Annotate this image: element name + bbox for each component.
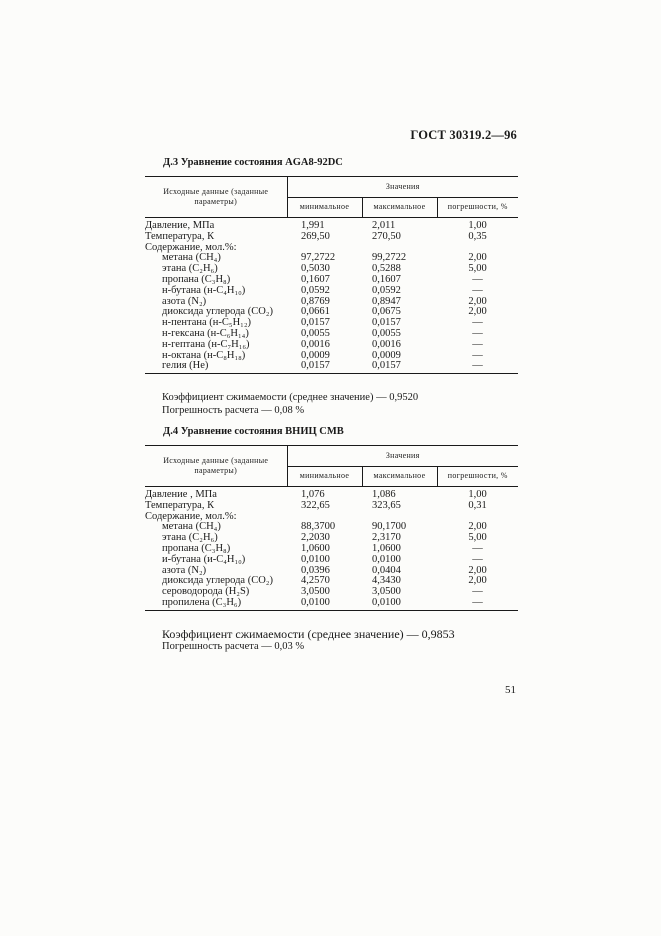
table-row [145, 598, 518, 610]
row-param-name: Температура, К [145, 230, 215, 242]
row-max-value: 0,0100 [362, 598, 437, 610]
row-max-value: 0,0055 [372, 327, 401, 339]
row-param-name: пропана (C₃H₈) [162, 273, 231, 285]
data-table-aga8 [145, 176, 518, 374]
row-error-value: 0,35 [468, 230, 487, 242]
row-max-value: 90,1700 [372, 521, 407, 533]
row-error-value: 2,00 [468, 521, 487, 533]
row-error-value: 2,00 [468, 575, 487, 587]
row-min-value: 322,65 [301, 499, 330, 511]
row-param-name: этана (C₂H₆) [162, 263, 218, 275]
values-header: Значения [287, 446, 518, 467]
row-min-value: 1,991 [301, 220, 325, 231]
row-min-value: 0,1607 [301, 273, 330, 285]
row-min-value: 0,0592 [301, 284, 330, 296]
row-param-name: пропилена (C₃H₆) [145, 598, 287, 610]
row-max-value: 4,3430 [372, 575, 401, 587]
row-param-name: азота (N₂) [162, 564, 207, 576]
row-param-name: сероводорода (H₂S) [162, 586, 250, 598]
row-min-value: 4,2570 [301, 575, 330, 587]
row-error-value: — [437, 361, 518, 373]
page-number: 51 [505, 684, 516, 696]
row-param-name: метана (CH₄) [162, 521, 221, 533]
col-err-header: погрешности, % [437, 198, 518, 218]
table-row [145, 487, 518, 501]
row-param-name: Давление, МПа [145, 220, 215, 231]
col-max-header: максимальное [362, 198, 437, 218]
table-row [145, 555, 518, 566]
table-row [145, 501, 518, 512]
row-param-name: пропана (C₃H₈) [162, 542, 231, 554]
row-max-value: 0,1607 [372, 273, 401, 285]
document-id: ГОСТ 30319.2—96 [410, 128, 517, 142]
row-param-name: гелия (He) [145, 361, 287, 373]
row-error-value: 2,00 [468, 295, 487, 307]
row-min-value: 0,0157 [287, 361, 362, 373]
row-min-value: 0,0100 [301, 553, 330, 565]
row-param-name: Содержание, мол.%: [145, 510, 237, 522]
row-param-name: н-октана (н-C₈H₁₈) [162, 349, 246, 361]
col-min-header: минимальное [287, 467, 362, 487]
row-min-value: 1,076 [301, 489, 325, 500]
row-max-value: 0,0675 [372, 306, 401, 318]
row-error-value: — [472, 284, 483, 296]
compressibility-note: Коэффициент сжимаемости (среднее значение) — 0,9520 [162, 392, 419, 403]
row-max-value: 323,65 [372, 499, 401, 511]
row-error-value: 2,00 [468, 252, 487, 264]
row-error-value: 0,31 [468, 499, 487, 511]
row-min-value: 2,2030 [301, 532, 330, 544]
row-max-value: 0,8947 [372, 295, 401, 307]
row-error-value: — [472, 317, 483, 329]
row-max-value: 1,086 [372, 489, 396, 500]
row-min-value: 3,0500 [301, 586, 330, 598]
compressibility-note: Коэффициент сжимаемости (среднее значение) — 0,9853 [162, 627, 455, 641]
row-param-name: метана (CH₄) [162, 252, 221, 264]
row-error-value: — [472, 273, 483, 285]
row-param-name: н-гептана (н-C₇H₁₆) [162, 338, 250, 350]
row-min-value: 1,0600 [301, 542, 330, 554]
row-max-value: 2,011 [372, 220, 396, 231]
row-param-name: н-пентана (н-C₅H₁₂) [162, 317, 251, 329]
row-min-value: 0,0661 [301, 306, 330, 318]
table-row [145, 218, 518, 232]
row-min-value: 269,50 [301, 230, 330, 242]
row-error-value: 1,00 [468, 220, 487, 231]
row-param-name: н-бутана (н-C₄H₁₀) [162, 284, 246, 296]
error-note: Погрешность расчета — 0,03 % [162, 641, 305, 652]
row-param-name: Давление , МПа [145, 489, 217, 500]
error-note: Погрешность расчета — 0,08 % [162, 405, 305, 416]
row-error-value: 2,00 [468, 564, 487, 576]
row-max-value: 3,0500 [372, 586, 401, 598]
row-max-value: 1,0600 [372, 542, 401, 554]
table-body [145, 487, 518, 611]
row-param-name: диоксида углерода (CO₂) [162, 306, 273, 318]
row-min-value: 0,8769 [301, 295, 330, 307]
row-param-name: Содержание, мол.%: [145, 241, 237, 253]
row-param-name: н-гексана (н-C₆H₁₄) [162, 327, 249, 339]
row-error-value: — [472, 349, 483, 361]
row-min-value: 0,0016 [301, 338, 330, 350]
row-max-value: 0,0157 [372, 317, 401, 329]
row-param-name: азота (N₂) [162, 295, 207, 307]
row-min-value: 97,2722 [301, 252, 336, 264]
row-max-value: 0,0009 [372, 349, 401, 361]
row-error-value: 2,00 [468, 306, 487, 318]
row-max-value: 0,0100 [372, 553, 401, 565]
table-row [145, 361, 518, 373]
row-min-value: 0,0009 [301, 349, 330, 361]
row-param-name: и-бутана (и-C₄H₁₀) [162, 553, 246, 565]
row-error-value: — [472, 338, 483, 350]
row-max-value: 2,3170 [372, 532, 401, 544]
section-title-vnits: Д.4 Уравнение состояния ВНИЦ СМВ [163, 426, 344, 437]
values-header: Значения [287, 177, 518, 198]
table-row [145, 286, 518, 297]
row-error-value: 1,00 [468, 489, 487, 500]
col-max-header: максимальное [362, 467, 437, 487]
col-err-header: погрешности, % [437, 467, 518, 487]
col-min-header: минимальное [287, 198, 362, 218]
params-header: Исходные данные (заданные параметры) [145, 446, 287, 487]
row-max-value: 0,0592 [372, 284, 401, 296]
row-error-value: — [472, 542, 483, 554]
params-header: Исходные данные (заданные параметры) [145, 177, 287, 218]
row-max-value: 0,5288 [372, 263, 401, 275]
row-max-value: 0,0016 [372, 338, 401, 350]
row-error-value: — [437, 598, 518, 610]
row-max-value: 0,0157 [362, 361, 437, 373]
row-min-value: 0,5030 [301, 263, 330, 275]
row-min-value: 0,0100 [287, 598, 362, 610]
row-min-value: 0,0055 [301, 327, 330, 339]
row-max-value: 99,2722 [372, 252, 407, 264]
row-error-value: — [472, 586, 483, 598]
data-table-vnits [145, 445, 518, 611]
table-body [145, 218, 518, 374]
row-param-name: Температура, К [145, 499, 215, 511]
section-title-aga8: Д.3 Уравнение состояния AGA8-92DC [163, 157, 343, 168]
row-max-value: 0,0404 [372, 564, 401, 576]
row-error-value: 5,00 [468, 263, 487, 275]
row-error-value: — [472, 327, 483, 339]
row-min-value: 88,3700 [301, 521, 336, 533]
row-min-value: 0,0157 [301, 317, 330, 329]
row-max-value: 270,50 [372, 230, 401, 242]
table-row [145, 232, 518, 243]
row-param-name: диоксида углерода (CO₂) [162, 575, 273, 587]
row-error-value: — [472, 553, 483, 565]
row-min-value: 0,0396 [301, 564, 330, 576]
row-param-name: этана (C₂H₆) [162, 532, 218, 544]
table-row [145, 340, 518, 351]
row-error-value: 5,00 [468, 532, 487, 544]
